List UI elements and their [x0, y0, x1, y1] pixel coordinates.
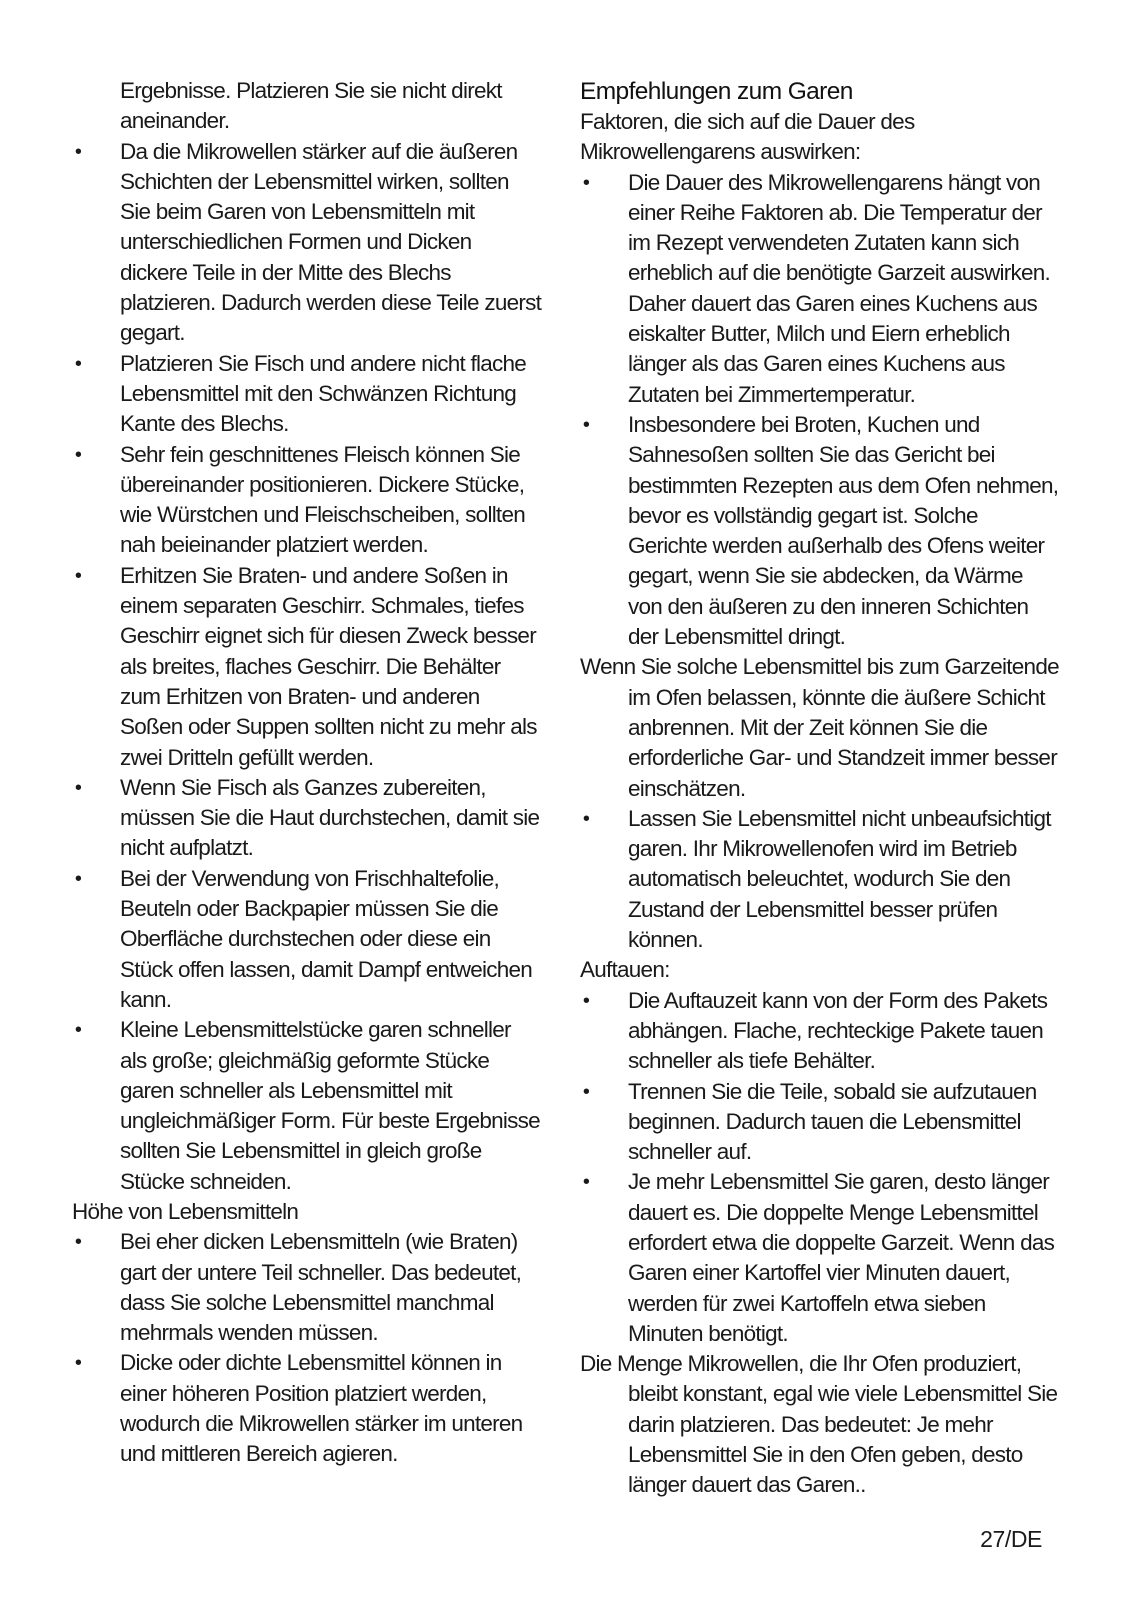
- bullet-icon: •: [74, 1352, 82, 1375]
- bullet-text: Bei eher dicken Lebensmitteln (wie Braten) gart der untere Teil schneller. Das bedeutet, dass Sie solche Lebensmittel manchmal mehrmals wenden müssen.: [120, 1229, 522, 1346]
- bullet-item: [72, 1015, 542, 1197]
- bullet-item: [580, 804, 1060, 955]
- bullet-icon: •: [74, 1231, 82, 1254]
- bullet-icon: •: [582, 807, 590, 830]
- subheading-food-height: Höhe von Lebensmitteln: [72, 1198, 299, 1224]
- bullet-icon: •: [74, 1019, 82, 1042]
- bullet-item: [72, 349, 542, 440]
- bullet-text: Bei der Verwendung von Frischhaltefolie, Beuteln oder Backpapier müssen Sie die Oberfläche durchstechen oder diese ein Stück offen lassen, damit Dampf entweichen kann.: [120, 865, 533, 1012]
- bullet-icon: •: [74, 443, 82, 466]
- left-column: [72, 76, 542, 1470]
- intro-text: Faktoren, die sich auf die Dauer des Mikrowellengarens auswirken:: [580, 109, 915, 165]
- hanging-paragraph: Die Menge Mikrowellen, die Ihr Ofen produziert, bleibt konstant, egal wie viele Lebensmittel Sie darin platzieren. Das bedeutet: Je mehr Lebensmittel Sie in den Ofen geben, desto länger dauert das Garen..: [580, 1351, 1058, 1498]
- bullet-icon: •: [74, 867, 82, 890]
- bullet-text: Je mehr Lebensmittel Sie garen, desto länger dauert es. Die doppelte Menge Lebensmittel erfordert etwa die doppelte Garzeit. Wenn das Garen einer Kartoffel vier Minuten dauert, werden für zwei Kartoffeln etwa sieben Minuten benötigt.: [628, 1169, 1055, 1346]
- bullet-text: Platzieren Sie Fisch und andere nicht flache Lebensmittel mit den Schwänzen Richtung Kante des Blechs.: [120, 350, 527, 437]
- bullet-item: [580, 168, 1060, 410]
- bullet-text: Kleine Lebensmittelstücke garen schneller als große; gleichmäßig geformte Stücke garen schneller als Lebensmittel mit ungleichmäßiger Form. Für beste Ergebnisse sollten Sie Lebensmittel in gleich große Stücke schneiden.: [120, 1017, 540, 1194]
- bullet-text: Wenn Sie Fisch als Ganzes zubereiten, müssen Sie die Haut durchstechen, damit sie nicht aufplatzt.: [120, 774, 540, 861]
- bullet-item: [72, 440, 542, 561]
- bullet-text: Sehr fein geschnittenes Fleisch können Sie übereinander positionieren. Dickere Stücke, wie Würstchen und Fleischscheiben, sollten nah beieinander platziert werden.: [120, 441, 525, 558]
- bullet-item: [580, 1077, 1060, 1168]
- bullet-item: [72, 561, 542, 773]
- bullet-icon: •: [582, 1080, 590, 1103]
- section-heading: Empfehlungen zum Garen: [580, 78, 853, 105]
- bullet-icon: •: [74, 352, 82, 375]
- bullet-text: Lassen Sie Lebensmittel nicht unbeaufsichtigt garen. Ihr Mikrowellenofen wird im Betrieb automatisch beleuchtet, wodurch Sie den Zustand der Lebensmittel besser prüfen können.: [628, 805, 1051, 953]
- bullet-text: Trennen Sie die Teile, sobald sie aufzutauen beginnen. Dadurch tauen die Lebensmittel schneller auf.: [628, 1078, 1037, 1165]
- bullet-icon: •: [582, 171, 590, 194]
- bullet-item: [72, 864, 542, 1015]
- bullet-text: Die Auftauzeit kann von der Form des Pakets abhängen. Flache, rechteckige Pakete tauen schneller als tiefe Behälter.: [628, 987, 1048, 1074]
- bullet-icon: •: [74, 564, 82, 587]
- right-column: [580, 76, 1060, 1501]
- subheading-defrost: Auftauen:: [580, 957, 670, 983]
- bullet-icon: •: [74, 140, 82, 163]
- bullet-text: Die Dauer des Mikrowellengarens hängt von einer Reihe Faktoren ab. Die Temperatur der im Rezept verwendeten Zutaten kann sich erheblich auf die benötigte Garzeit auswirken. Daher dauert das Garen eines Kuchens aus eiskalter Butter, Milch und Eiern erheblich länger als das Garen eines Kuchens aus Zutaten bei Zimmertemperatur.: [628, 169, 1051, 407]
- bullet-text: Erhitzen Sie Braten- und andere Soßen in einem separaten Geschirr. Schmales, tiefes Geschirr eignet sich für diesen Zweck besser als breites, flaches Geschirr. Die Behälter zum Erhitzen von Braten- und anderen Soßen oder Suppen sollten nicht zu mehr als zwei Dritteln gefüllt werden.: [120, 562, 537, 770]
- hanging-paragraph: Wenn Sie solche Lebensmittel bis zum Garzeitende im Ofen belassen, könnte die äußere Schicht anbrennen. Mit der Zeit können Sie die erforderliche Gar- und Standzeit immer besser einschätzen.: [580, 654, 1059, 801]
- bullet-item: [580, 1167, 1060, 1349]
- bullet-text: Insbesondere bei Broten, Kuchen und Sahnesoßen sollten Sie das Gericht bei bestimmten Rezepten aus dem Ofen nehmen, bevor es vollständig gegart ist. Solche Gerichte werden außerhalb des Ofens weiter gegart, wenn Sie sie abdecken, da Wärme von den äußeren zu den inneren Schichten der Lebensmittel dringt.: [628, 411, 1059, 650]
- bullet-icon: •: [74, 776, 82, 799]
- bullet-icon: •: [582, 413, 590, 436]
- bullet-item: [72, 137, 542, 349]
- bullet-text: Da die Mikrowellen stärker auf die äußeren Schichten der Lebensmittel wirken, sollten Sie beim Garen von Lebensmitteln mit unterschiedlichen Formen und Dicken dickere Teile in der Mitte des Blechs platzieren. Dadurch werden diese Teile zuerst gegart.: [120, 138, 542, 346]
- bullet-item: [72, 773, 542, 864]
- bullet-text: Dicke oder dichte Lebensmittel können in einer höheren Position platziert werden, wodurch die Mikrowellen stärker im unteren und mittleren Bereich agieren.: [120, 1350, 523, 1467]
- bullet-item: [580, 986, 1060, 1077]
- bullet-item: [72, 1227, 542, 1348]
- bullet-icon: •: [582, 989, 590, 1012]
- continuation-text: Ergebnisse. Platzieren Sie sie nicht direkt aneinander.: [120, 78, 502, 134]
- bullet-item: [580, 410, 1060, 652]
- page-number: 27/DE: [980, 1526, 1042, 1552]
- bullet-item: [72, 1348, 542, 1469]
- bullet-icon: •: [582, 1171, 590, 1194]
